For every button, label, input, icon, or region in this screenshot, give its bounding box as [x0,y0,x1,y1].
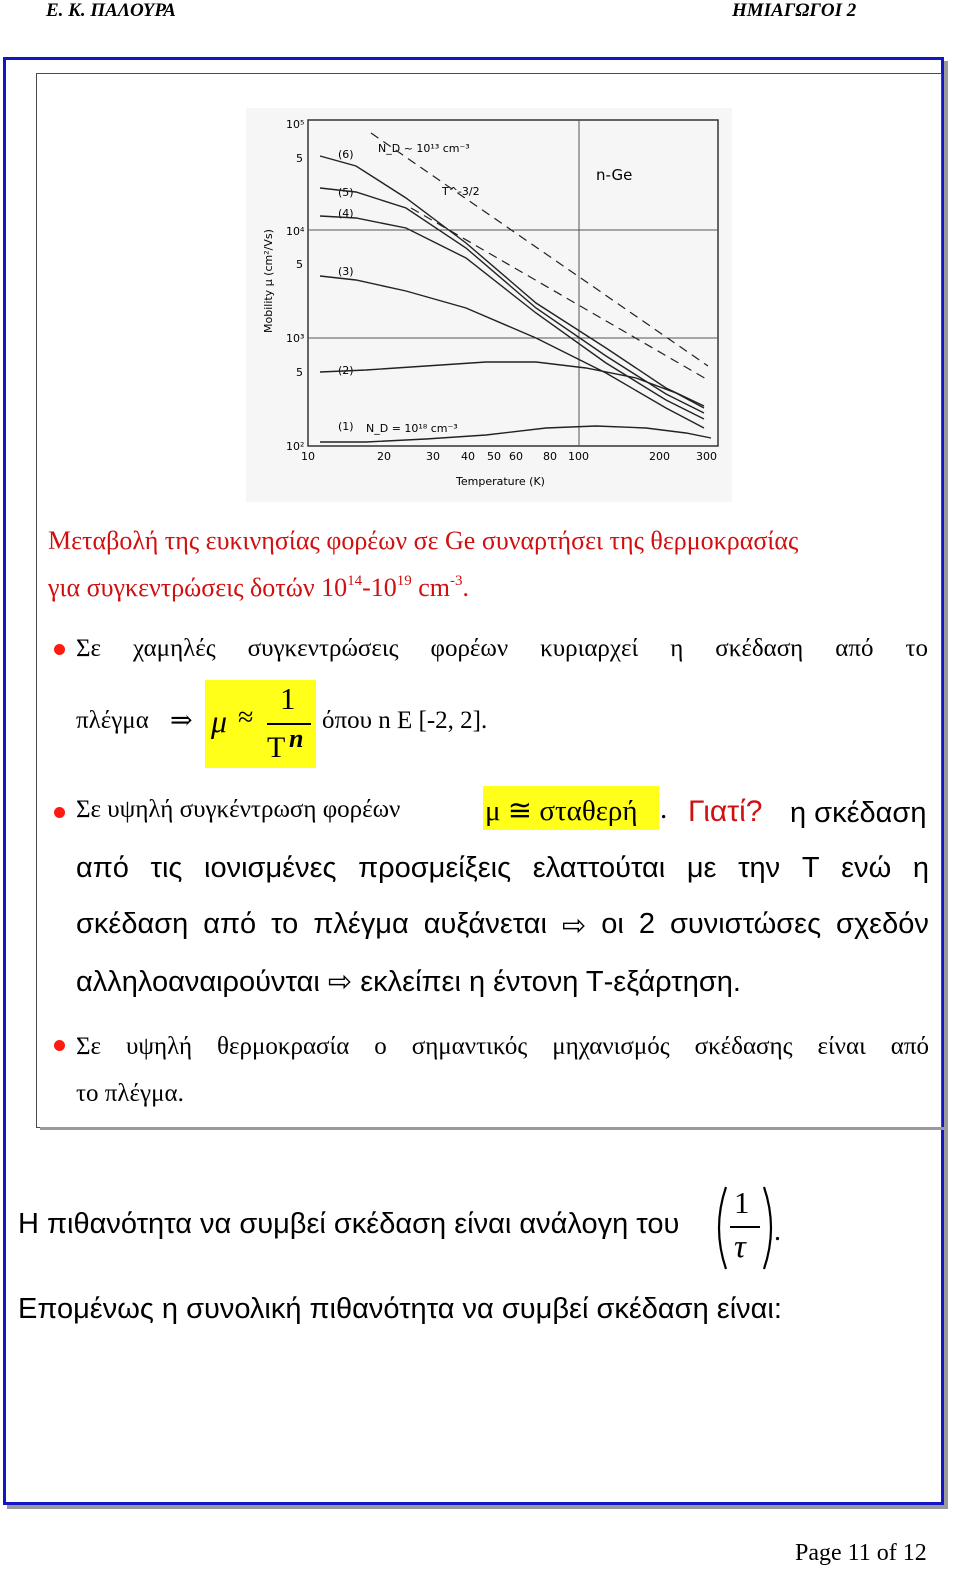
b3-word: Σε [76,1033,102,1060]
ytick-3: 10⁴ [286,225,305,238]
curve-label-3: (3) [338,265,354,278]
caption-prefix: για συγκεντρώσεις δοτών 10 [48,573,348,602]
bullet2-lead: Σε υψηλή συγκέντρωση φορέων [76,796,401,823]
fraction-bar [730,1226,760,1228]
bullet2-dot: . [660,793,668,825]
b2-word: ενώ [841,852,892,884]
b2-word: συνιστώσες [669,908,822,940]
formula-mu-highlight [205,680,316,768]
ytick-2: 5 [296,152,303,165]
b1-word: κυριαρχεί [540,635,639,662]
b1-word: σκέδαση [715,635,804,662]
left-paren [719,1187,726,1269]
b2-word: το [271,908,299,940]
inverse-tau-fraction [714,1183,784,1273]
ytick-1: 10⁵ [286,118,305,131]
b1-word: φορέων [430,635,509,662]
xtick-4: 40 [461,450,475,463]
fraction-end: . [774,1216,781,1247]
b2-word: οι [601,908,624,940]
bullet3-line1 [76,1033,929,1061]
bullet1-tail: όπου n Ε [-2, 2]. [322,707,488,734]
mobility-figure [246,108,732,502]
bullet3-line2: το πλέγμα. [76,1080,184,1107]
ytick-6: 5 [296,366,303,379]
b2-word: προσμείξεις [358,852,512,884]
caption-end: . [462,573,470,602]
fraction-denominator: τ [734,1229,746,1265]
b1-word: το [905,635,928,662]
b1-word: χαμηλές [133,635,216,662]
bullet-dot-1 [54,644,65,655]
formula-mu: μ [211,703,228,739]
ytick-5: 10³ [286,332,305,345]
bullet1-lead: πλέγμα [76,707,149,734]
mobility-figure-svg [246,108,732,502]
nd-low-label: N_D = 10¹⁸ cm⁻³ [366,422,458,435]
y-axis-label: Mobility μ (cm²/Vs) [262,229,275,333]
b3-word: υψηλή [126,1033,193,1060]
b2-word: η [912,852,929,884]
xtick-6: 60 [509,450,523,463]
b3-word: θερμοκρασία [217,1033,350,1060]
material-label: n-Ge [596,166,633,184]
b2-word: ελαττούται [532,852,666,884]
formula-exponent: n [289,724,304,753]
caption-dash: -10 [362,573,397,602]
xtick-9: 200 [649,450,670,463]
figure-caption-line2 [48,573,469,603]
curve-label-6: (6) [338,148,354,161]
b1-word: η [670,635,684,662]
dashed-line-2 [411,208,708,380]
formula-base: T [267,731,286,764]
header-author: Ε. Κ. ΠΑΛΟΥΡΑ [46,0,176,21]
xtick-10: 300 [696,450,717,463]
xtick-3: 30 [426,450,440,463]
b2-word: με [686,852,717,884]
implies-arrow-icon: ⇒ [170,705,193,735]
b2-word: σκέδαση [76,908,189,940]
b2-word: αυξάνεται [423,908,547,940]
mu-constant-text: μ ≅ σταθερή [485,795,638,827]
ytick-4: 5 [296,258,303,271]
curve-4 [320,216,704,419]
nd-high-label: N_D ~ 10¹³ cm⁻³ [378,142,470,155]
xtick-5: 50 [487,450,501,463]
b1-word: συγκεντρώσεις [247,635,399,662]
b3-word: μηχανισμός [552,1033,670,1060]
curve-6 [320,156,704,406]
b2-word: την [738,852,781,884]
curve-label-2: (2) [338,364,354,377]
header-title: ΗΜΙΑΓΩΓΟΙ 2 [732,0,857,21]
b3-word: από [890,1033,929,1060]
formula-numerator: 1 [280,681,296,716]
power-law-label: T^-3/2 [442,185,480,198]
caption-exp1: 14 [347,573,363,589]
right-paren [764,1187,771,1269]
curve-2 [320,362,704,408]
slide-shadow [40,1127,944,1130]
b2-word: τις [150,852,183,884]
bullet-dot-3 [54,1040,65,1051]
curve-label-1: (1) [338,420,354,433]
b1-word: από [835,635,874,662]
b2-word: από [203,908,257,940]
bullet-dot-2 [54,807,65,818]
b3-word: ο [374,1033,387,1060]
bullet2-line3 [76,908,929,943]
xtick-1: 10 [301,450,315,463]
curve-label-5: (5) [338,186,354,199]
page-number: Page 11 of 12 [795,1540,927,1566]
fraction-numerator: 1 [734,1185,750,1220]
b3-word: σημαντικός [411,1033,528,1060]
b2-word: σχεδόν [836,908,929,940]
figure-caption-line1: Μεταβολή της ευκινησίας φορέων σε Ge συναρτήσει της θερμοκρασίας [48,526,799,555]
ytick-7: 10² [286,440,305,453]
curve-label-4: (4) [338,207,354,220]
x-axis-label: Temperature (K) [456,475,545,488]
xtick-8: 100 [568,450,589,463]
caption-exp3: -3 [450,573,463,589]
b3-word: είναι [817,1033,866,1060]
b3-word: σκέδασης [694,1033,793,1060]
formula-approx: ≈ [238,702,254,733]
total-probability-text: Επομένως η συνολική πιθανότητα να συμβεί σκέδαση είναι: [18,1293,782,1325]
b2-word: από [76,852,129,884]
bullet2-line2 [76,852,929,885]
bullet1-line1 [76,635,928,663]
b2-word: Τ [801,852,820,884]
right-arrow-icon: ⇨ [561,910,587,942]
bullet2-rest: η σκέδαση [790,797,927,829]
why-question: Γιατί? [688,795,763,828]
curve-3 [320,276,704,428]
dashed-line-1 [371,133,708,366]
xtick-7: 80 [543,450,557,463]
caption-exp2: 19 [396,573,412,589]
xtick-2: 20 [377,450,391,463]
b2-word: πλέγμα [313,908,409,940]
b2-word: ιονισμένες [204,852,337,884]
probability-text: Η πιθανότητα να συμβεί σκέδαση είναι ανάλογη του [18,1208,680,1240]
b2-word: 2 [638,908,655,940]
caption-unit: cm [411,573,451,602]
bullet2-line4: αλληλοαναιρούνται ⇨ εκλείπει η έντονη Τ-εξάρτηση. [76,966,741,998]
b1-word: Σε [76,635,102,662]
